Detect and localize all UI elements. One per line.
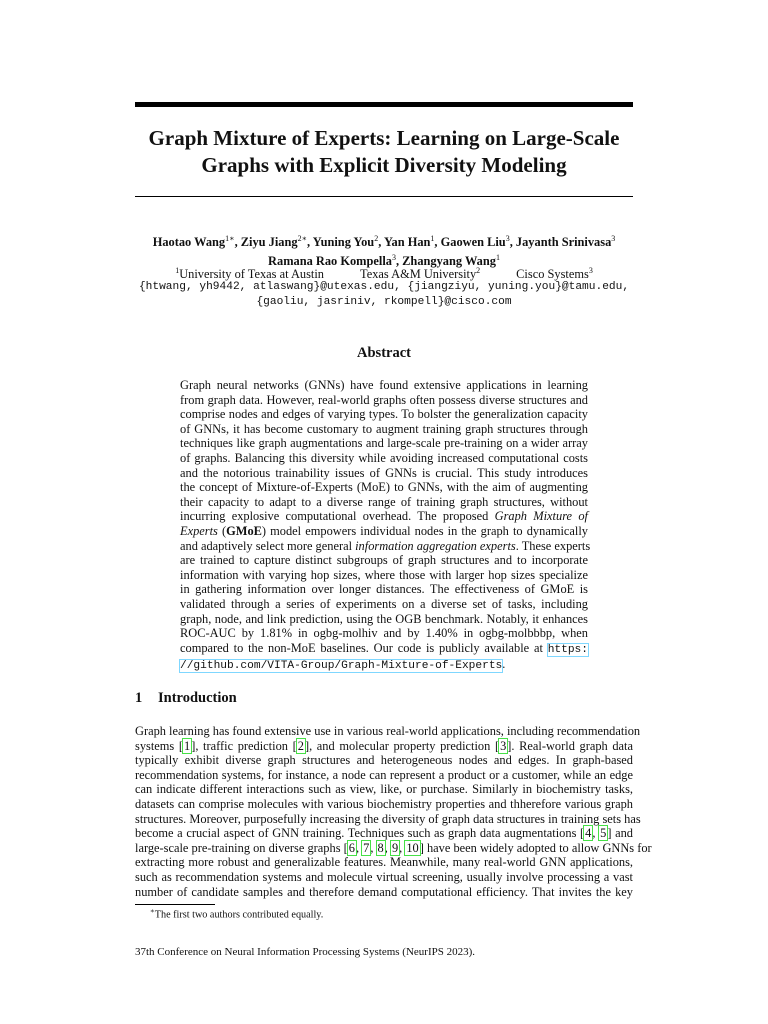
citation-link[interactable]: 1 bbox=[184, 738, 191, 753]
intro-line: structures. Moreover, purposefully increasing the diversity of graph data structures in training sets has bbox=[135, 811, 641, 826]
affiliation-mark: 3 bbox=[588, 266, 593, 275]
affiliation-name: University of Texas at Austin bbox=[179, 267, 325, 282]
abstract-line: validated through a series of experiments on a diverse set of tasks, including bbox=[180, 596, 588, 611]
email-line: {htwang, yh9442, atlaswang}@utexas.edu, {jiangziyu, yuning.you}@tamu.edu, bbox=[138, 281, 630, 293]
affiliation-mark: 2 bbox=[476, 266, 481, 275]
author-line: Haotao Wang$^{1∗}$, Ziyu Jiang$^{2∗}$, Yuning You$^2$, Yan Han$^1$, Gaowen Liu$^3$, Jayanth Srinivasa$^3$ bbox=[152, 234, 616, 250]
author-affil-mark: 2 bbox=[374, 234, 379, 243]
citation-link[interactable]: 2 bbox=[297, 738, 304, 753]
abstract-line: graph, node, and link prediction, using the OGB benchmark. Notably, it enhances bbox=[180, 611, 588, 626]
citation-link[interactable]: 3 bbox=[500, 738, 507, 753]
abstract-line: comprise nodes and edges of varying types. To bolster the generalization capacity bbox=[180, 407, 588, 422]
author-name: Haotao Wang bbox=[152, 235, 226, 250]
author-affil-mark: 3 bbox=[611, 234, 616, 243]
affiliation-name: Cisco Systems bbox=[516, 267, 589, 282]
abstract-line: of GNNs, it has become customary to augment training graph structures through bbox=[180, 421, 588, 436]
author-affil-mark: 2∗ bbox=[297, 234, 308, 243]
intro-line: typically exhibit diverse graph structures and heterogeneous nodes and edges. In graph-based bbox=[135, 753, 633, 768]
intro-line: become a crucial aspect of GNN training. Techniques such as graph data augmentations [4, 5] and bbox=[135, 826, 633, 841]
section-number: 1 bbox=[135, 690, 143, 706]
affiliation-mark: 1 bbox=[175, 266, 180, 275]
author-name: Ramana Rao Kompella bbox=[268, 254, 392, 269]
author-name: Zhangyang Wang bbox=[402, 254, 496, 269]
intro-line: Graph learning has found extensive use in various real-world applications, including recommendation bbox=[135, 724, 641, 738]
section-title: Introduction bbox=[158, 690, 237, 706]
citation-link[interactable]: 4 bbox=[585, 826, 592, 841]
intro-line: recommendation systems, for instance, a node can represent a product or a customer, while an edge bbox=[135, 767, 633, 782]
citation-link[interactable]: 8 bbox=[377, 840, 384, 855]
footnote bbox=[150, 907, 323, 920]
paper-title-line: Graph Mixture of Experts: Learning on Large-Scale bbox=[148, 126, 620, 150]
intro-line: number of candidate samples and therefore demand computational efficiency. That invites the key bbox=[135, 884, 633, 899]
venue-note: 37th Conference on Neural Information Processing Systems (NeurIPS 2023). bbox=[135, 946, 476, 958]
abstract-line: the concept of Mixture-of-Experts (MoE) to GNNs, with the aim of augmenting bbox=[180, 480, 588, 495]
intro-line: such as recommendation systems and molecule virtual screening, usually involve processing a vast bbox=[135, 869, 633, 884]
abstract-line: are trained to capture distinct subgroups of graph structures and to incorporate bbox=[180, 553, 588, 568]
abstract-line: from graph data. However, real-world graphs often possess diverse structures and bbox=[180, 392, 588, 407]
author-affil-mark: 1 bbox=[495, 253, 500, 263]
abstract-line: Experts (GMoE) model empowers individual nodes in the graph to dynamically bbox=[180, 523, 588, 538]
email-line: {gaoliu, jasriniv, rkompell}@cisco.com bbox=[256, 296, 512, 308]
intro-line: systems [1], traffic prediction [2], and molecular property prediction [3]. Real-world graph data bbox=[135, 738, 634, 753]
introduction-body bbox=[135, 724, 652, 899]
intro-line: large-scale pre-training on diverse graphs [6, 7, 8, 9, 10] have been widely adopted to allow GNNs for bbox=[135, 840, 652, 855]
title-bottom-rule bbox=[135, 196, 633, 197]
abstract-line: ROC-AUC by 1.81% in ogbg-molhiv and by 1.40% in ogbg-molbbbp, when bbox=[180, 626, 588, 641]
citation-link[interactable]: 10 bbox=[406, 840, 419, 855]
abstract-line: //github.com/VITA-Group/Graph-Mixture-of-Experts. bbox=[180, 657, 506, 673]
abstract-line: techniques like graph augmentations and large-scale pre-training on a wider array bbox=[180, 436, 588, 451]
citation-link[interactable]: 6 bbox=[348, 840, 355, 855]
author-emails bbox=[120, 280, 648, 310]
section-heading bbox=[135, 690, 237, 707]
author-affil-mark: 3 bbox=[505, 234, 510, 243]
footnote-mark: ∗ bbox=[150, 907, 155, 915]
author-name: Yan Han bbox=[383, 235, 431, 250]
citation-link[interactable]: 5 bbox=[600, 826, 607, 841]
paper-title-line: Graphs with Explicit Diversity Modeling bbox=[201, 153, 567, 177]
abstract-line: incurring explosive computational overhead. The proposed Graph Mixture of bbox=[180, 509, 589, 524]
author-affil-mark: 3 bbox=[391, 253, 396, 263]
author-name: Gaowen Liu bbox=[440, 235, 506, 250]
author-name: Yuning You bbox=[312, 235, 375, 250]
abstract-line: their capacity to adapt to a diverse range of training graph structures, without bbox=[180, 494, 588, 509]
abstract-heading: Abstract bbox=[357, 345, 411, 361]
intro-line: extracting more robust and generalizable features. Meanwhile, many real-world GNN applications, bbox=[135, 855, 633, 870]
author-affil-mark: 1 bbox=[430, 234, 435, 243]
intro-line: datasets can comprise molecules with various biochemistry properties and thherefore various graph bbox=[135, 796, 633, 811]
abstract-body bbox=[180, 378, 591, 674]
abstract-line: in gathering information over longer distances. The effectiveness of GMoE is bbox=[180, 582, 588, 597]
citation-link[interactable]: 7 bbox=[363, 840, 370, 855]
paper-title bbox=[120, 125, 648, 179]
footnote-text: The first two authors contributed equally. bbox=[154, 909, 324, 921]
author-affil-mark: 1∗ bbox=[225, 234, 235, 243]
abstract-line: of graphs. Balancing this diversity while avoiding increased computational costs bbox=[180, 450, 588, 465]
intro-line: can indicate different interactions such as view, like, or purchase. Similarly in biochemistry tasks, bbox=[135, 782, 633, 797]
author-line: Ramana Rao Kompella$^3$, Zhangyang Wang$^1$ bbox=[268, 253, 500, 269]
abstract-line: compared to the non-MoE baselines. Our code is publicly available at https: bbox=[180, 640, 588, 656]
abstract-line: information with varying hop sizes, where those with larger hop sizes specialize bbox=[180, 567, 588, 582]
author-name: Jayanth Srinivasa bbox=[515, 235, 612, 250]
abstract-line: Graph neural networks (GNNs) have found extensive applications in learning bbox=[180, 378, 588, 392]
citation-link[interactable]: 9 bbox=[391, 840, 399, 855]
footnote-rule bbox=[135, 904, 215, 905]
title-top-rule bbox=[135, 102, 633, 107]
affiliation-name: Texas A&M University bbox=[360, 267, 477, 282]
abstract-line: and the notorious trainability issues of GNNs is crucial. This study introduces bbox=[180, 465, 588, 480]
abstract-line: and adaptively select more general information aggregation experts. These experts bbox=[180, 538, 591, 553]
author-name: Ziyu Jiang bbox=[240, 235, 298, 250]
